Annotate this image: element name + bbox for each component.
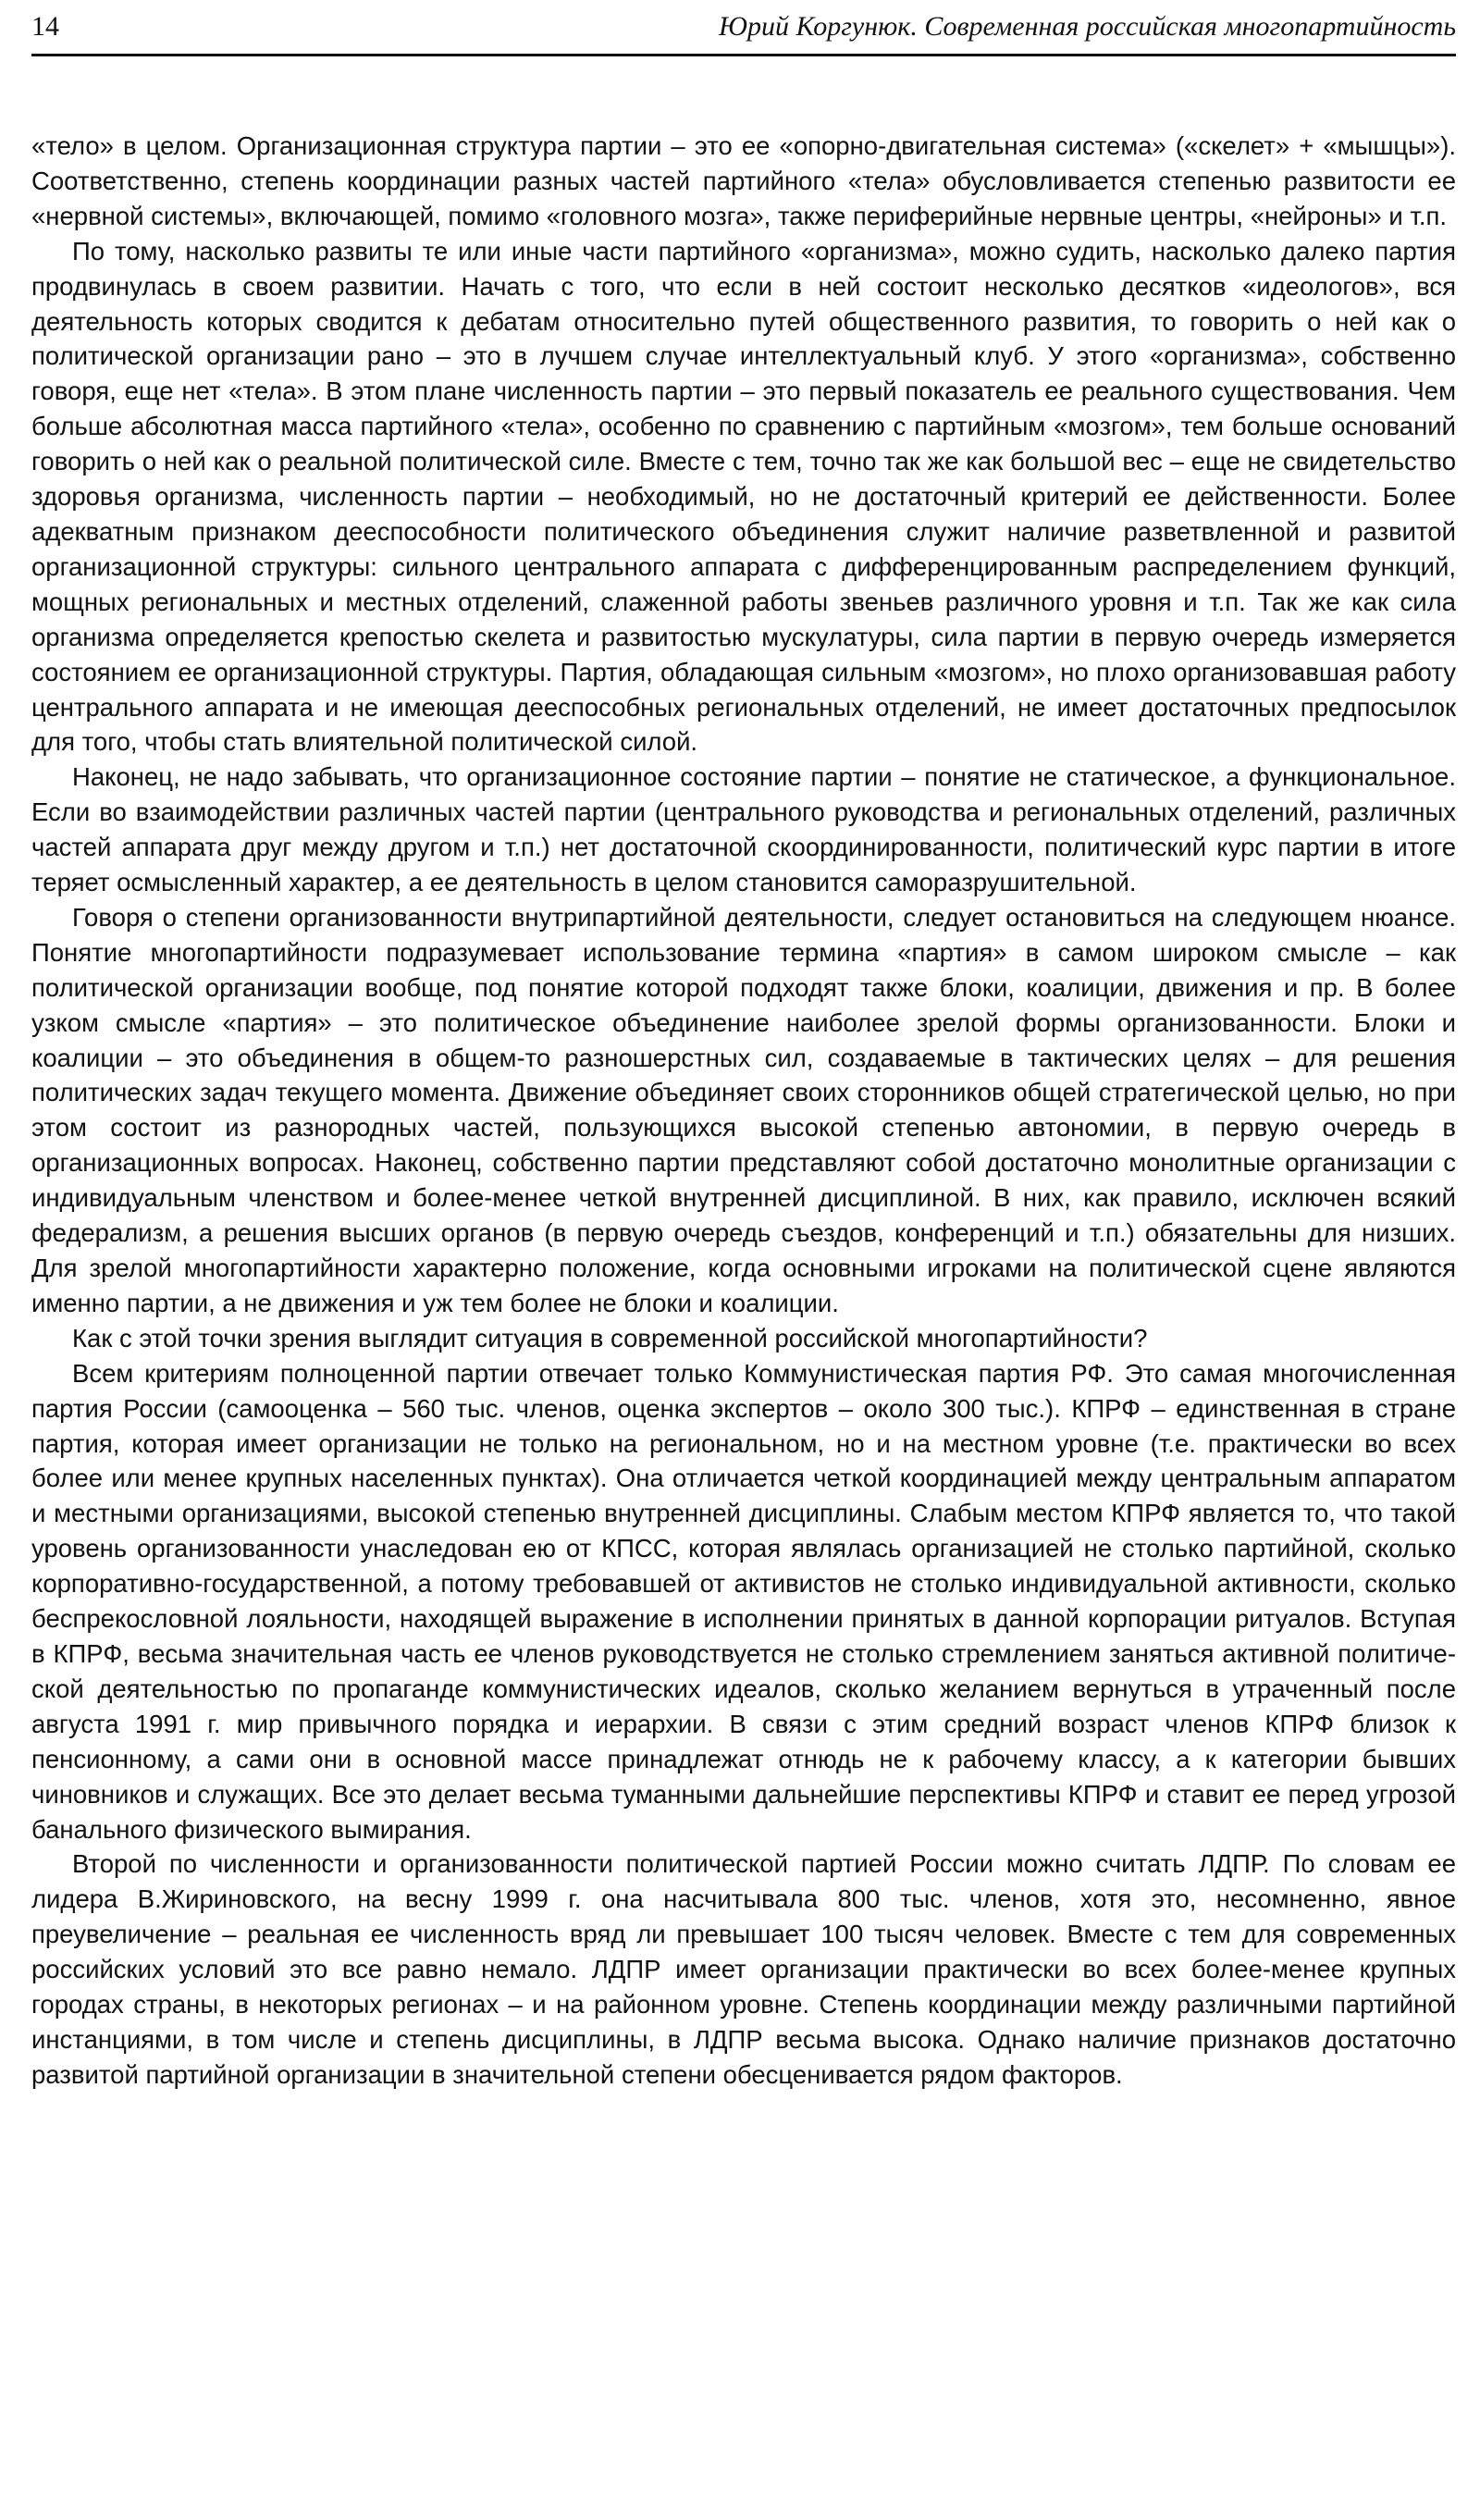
paragraph: Наконец, не надо забывать, что организационное состояние партии – понятие не статическое, а функциональное. Если во взаимодействии различных частей партии (центрального руководства и региональных отделений, различных частей аппарата друг между другом и т.п.) нет достаточной скоординированности, политический курс партии в итоге теряет осмысленный характер, а ее деятельность в целом становится саморазрушительной. (31, 762, 1456, 897)
running-title: Юрий Коргунюк. Современная российская многопартийность (718, 11, 1456, 42)
paragraph: По тому, насколько развиты те или иные части партийного «организма», можно судить, насколько далеко партия продвинулась в своем развитии. Начать с того, что если в ней состоит несколько десятков «идеологов», вся деятельность которых сводится к дебатам относительно путей общественного развития, то говорить о ней как о политической организации рано – это в лучшем случае интеллектуальный клуб. У этого «организма», собственно говоря, еще нет «тела». В этом плане численность партии – это первый показатель ее реального существования. Чем больше абсолютная масса партийного «тела», особенно по сравнению с партийным «мозгом», тем больше оснований говорить о ней как о реальной политической силе. Вместе с тем, точно так же как большой вес – еще не свидетельство здоровья организма, численность партии – необходимый, но не достаточный критерий ее действенности. Более адекватным признаком дееспособности политического объединения служит наличие разветвленной и развитой организационной структуры: сильного центрального аппарата с дифференцированным распределением функций, мощных региональных и местных отделений, слаженной работы звеньев различного уровня и т.п. Так же как сила организма определяется крепостью скелета и развитостью мускулатуры, сила партии в первую очередь измеряется состоянием ее организационной структуры. Партия, обладающая сильным «мозгом», но плохо организовавшая работу центрального аппарата и не имеющая дееспособных региональных отделений, не имеет достаточных предпосылок для того, чтобы стать влиятельной политической силой. (31, 236, 1456, 757)
running-header (31, 0, 1456, 56)
document-page (31, 0, 1456, 2093)
paragraph: Второй по численности и организованности политической партией России можно считать ЛДПР. По словам ее лидера В.Жириновского, на весну 1999 г. она насчитывала 800 тыс. членов, хотя это, несомненно, явное преувеличение – реальная ее численность вряд ли превышает 100 тысяч человек. Вместе с тем для современных российских условий это все равно немало. ЛДПР имеет организации практически во всех более-менее крупных городах страны, в некоторых регионах – и на районном уровне. Степень координации между различными партийной инстанциями, в том числе и степень дисциплины, в ЛДПР весьма высока. Однако наличие признаков достаточно развитой партийной организации в значительной степени обесценивается рядом факторов. (31, 1849, 1456, 2089)
paragraph: Всем критериям полноценной партии отвечает только Коммунистическая партия РФ. Это самая многочисленная партия России (самооценка – 560 тыс. членов, оценка экспертов – около 300 тыс.). КПРФ – единственная в стране партия, которая имеет организации не только на региональном, но и на местном уровне (т.е. практически во всех более или менее крупных населенных пунктах). Она отличается четкой координацией между центральным аппаратом и местными организациями, высокой степенью внутренней дисциплины. Слабым местом КПРФ является то, что такой уровень организованности унаследован ею от КПСС, которая являлась организацией не столько партийной, сколько корпоративно-государственной, а потому требовавшей от активистов не столько индивидуальной активности, сколько беспрекословной лояльности, находящей выражение в исполнении принятых в данной корпорации ритуалов. Вступая в КПРФ, весьма значительная часть ее членов руководствуется не столько стремлением заняться активной политической деятельностью по пропаганде коммунистических идеалов, сколько желанием вернуться в утраченный после августа 1991 г. мир привычного порядка и иерархии. В связи с этим средний возраст членов КПРФ близок к пенсионному, а сами они в основной массе принадлежат отнюдь не к рабочему классу, а к категории бывших чиновников и служащих. Все это делает весьма туманными дальнейшие перспективы КПРФ и ставит ее перед угрозой банального физического вымирания. (31, 1358, 1456, 1844)
paragraph: Говоря о степени организованности внутрипартийной деятельности, следует остановиться на следующем нюансе. Понятие многопартийности подразумевает использование термина «партия» в самом широком смысле – как политической организации вообще, под понятие которой подходят также блоки, коалиции, движения и пр. В более узком смысле «партия» – это политическое объединение наиболее зрелой формы организованности. Блоки и коалиции – это объединения в общем-то разношерстных сил, создаваемые в тактических целях – для решения политических задач текущего момента. Движение объединяет своих сторонников общей стратегической целью, но при этом состоит из разнородных частей, пользующихся высокой степенью автономии, в первую очередь в организационных вопросах. Наконец, собственно партии представляют собой достаточно монолитные организации с индивидуальным членством и более-менее четкой внутренней дисциплиной. В них, как правило, исключен всякий федерализм, а решения высших органов (в первую очередь съездов, конференций и т.п.) обязательны для низших. Для зрелой многопартийности характерно положение, когда основными игроками на политической сцене являются именно партии, а не движения и уж тем более не блоки и коалиции. (31, 902, 1456, 1317)
page-number: 14 (31, 11, 59, 42)
paragraph: Как с этой точки зрения выглядит ситуация в современной российской многопартийности? (72, 1323, 1148, 1353)
paragraph: «тело» в целом. Организационная структура партии – это ее «опорно-двигательная система» («скелет» + «мышцы»). Соответственно, степень координации разных частей партийного «тела» обусловливается степенью развитости ее «нервной системы», включающей, помимо «головного мозга», также периферийные нервные центры, «нейроны» и т.п. (31, 131, 1456, 230)
body-text (31, 129, 1456, 2093)
